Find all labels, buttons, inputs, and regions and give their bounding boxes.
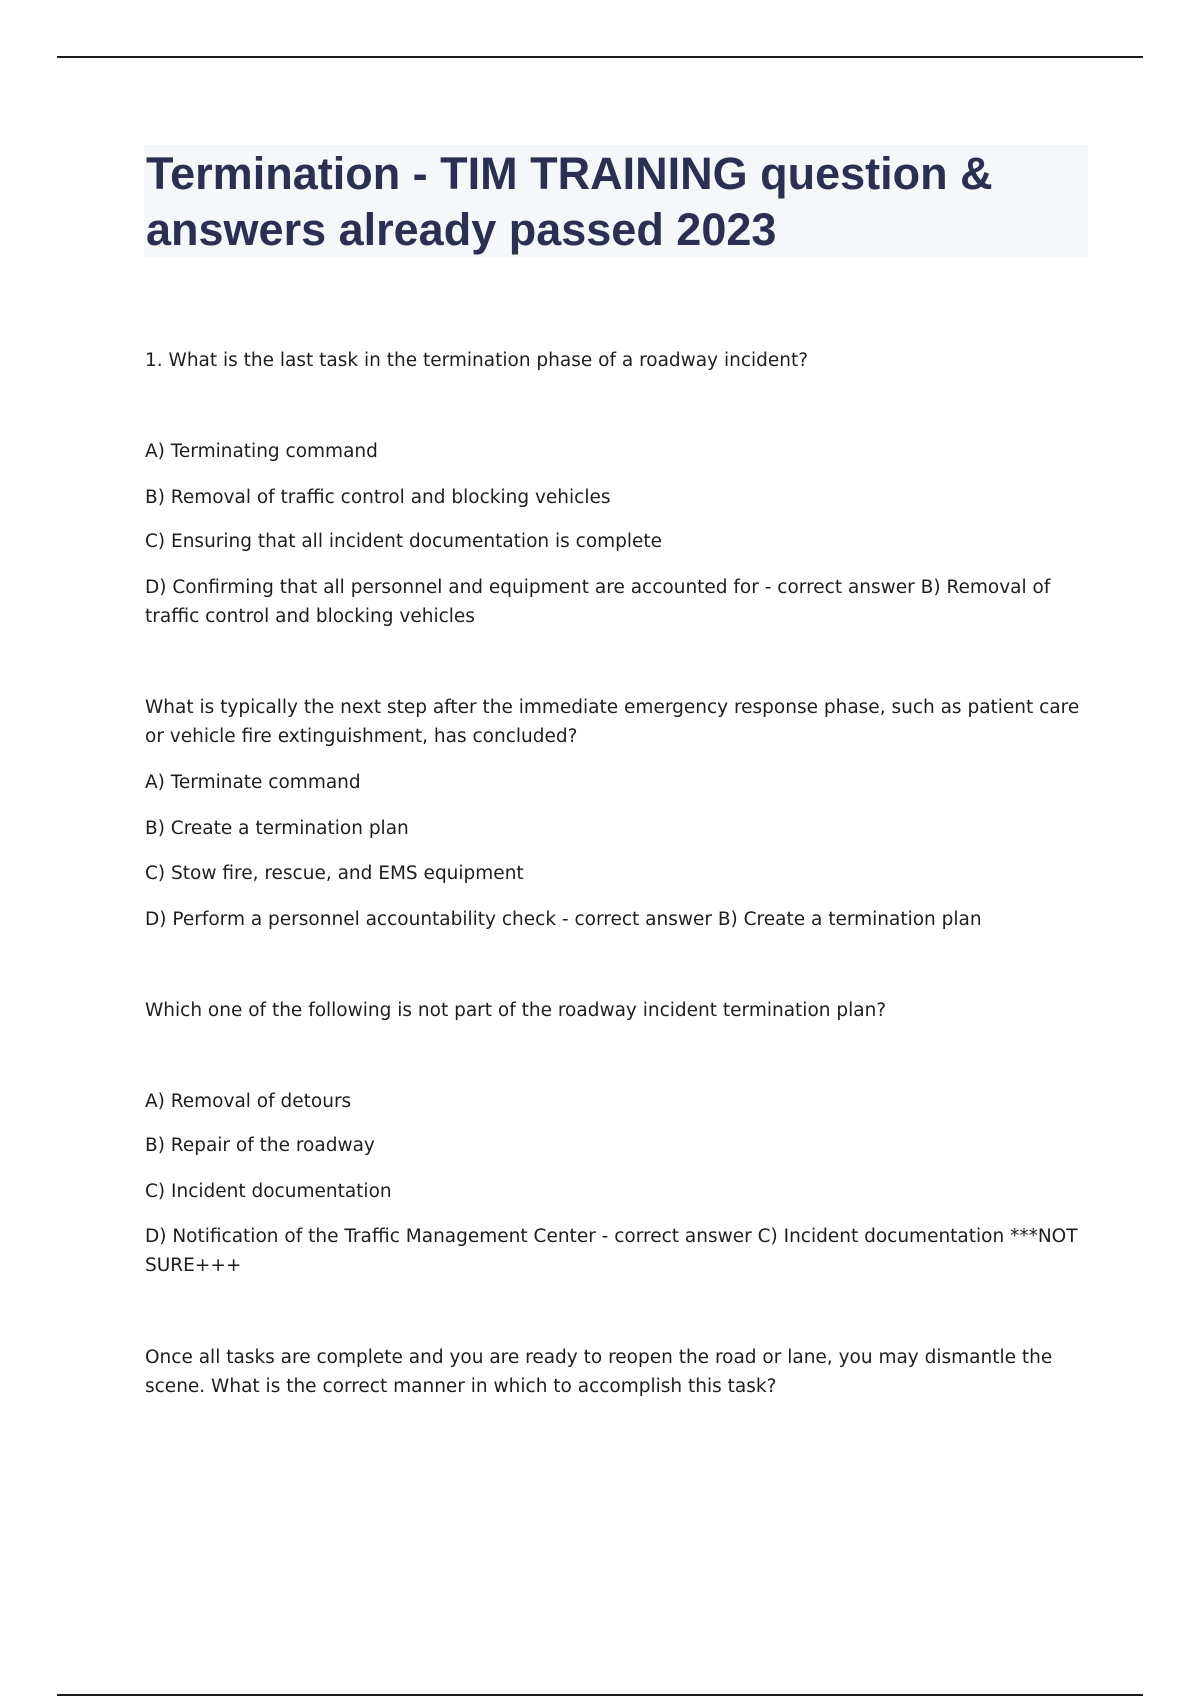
- document-title: Termination - TIM TRAINING question & answers already passed 2023: [146, 148, 993, 255]
- q1-option-a: A) Terminating command: [145, 441, 378, 462]
- q1-option-b: B) Removal of traffic control and blocking vehicles: [145, 487, 611, 508]
- question-3: Which one of the following is not part of the roadway incident termination plan?: [145, 1000, 887, 1021]
- question-4: Once all tasks are complete and you are ready to reopen the road or lane, you may dismantle the scene. What is the correct manner in which to accomplish this task?: [145, 1347, 1053, 1397]
- top-rule: [57, 56, 1143, 58]
- q2-option-b: B) Create a termination plan: [145, 818, 409, 839]
- q3-option-c: C) Incident documentation: [145, 1181, 392, 1202]
- q2-option-c: C) Stow fire, rescue, and EMS equipment: [145, 863, 524, 884]
- q1-option-c: C) Ensuring that all incident documentation is complete: [145, 531, 663, 552]
- q2-option-a: A) Terminate command: [145, 772, 361, 793]
- q3-option-a: A) Removal of detours: [145, 1091, 352, 1112]
- question-1: 1. What is the last task in the termination phase of a roadway incident?: [145, 350, 809, 371]
- q3-option-b: B) Repair of the roadway: [145, 1135, 375, 1156]
- question-2: What is typically the next step after the immediate emergency response phase, such as patient care or vehicle fire extinguishment, has concluded?: [145, 697, 1080, 747]
- q1-option-d-answer: D) Confirming that all personnel and equipment are accounted for - correct answer B) Removal of traffic control and blocking vehicles: [145, 577, 1051, 627]
- bottom-rule: [57, 1694, 1143, 1696]
- q3-option-d-answer: D) Notification of the Traffic Management Center - correct answer C) Incident documentation ***NOT SURE+++: [145, 1226, 1078, 1276]
- q2-option-d-answer: D) Perform a personnel accountability check - correct answer B) Create a termination plan: [145, 909, 982, 930]
